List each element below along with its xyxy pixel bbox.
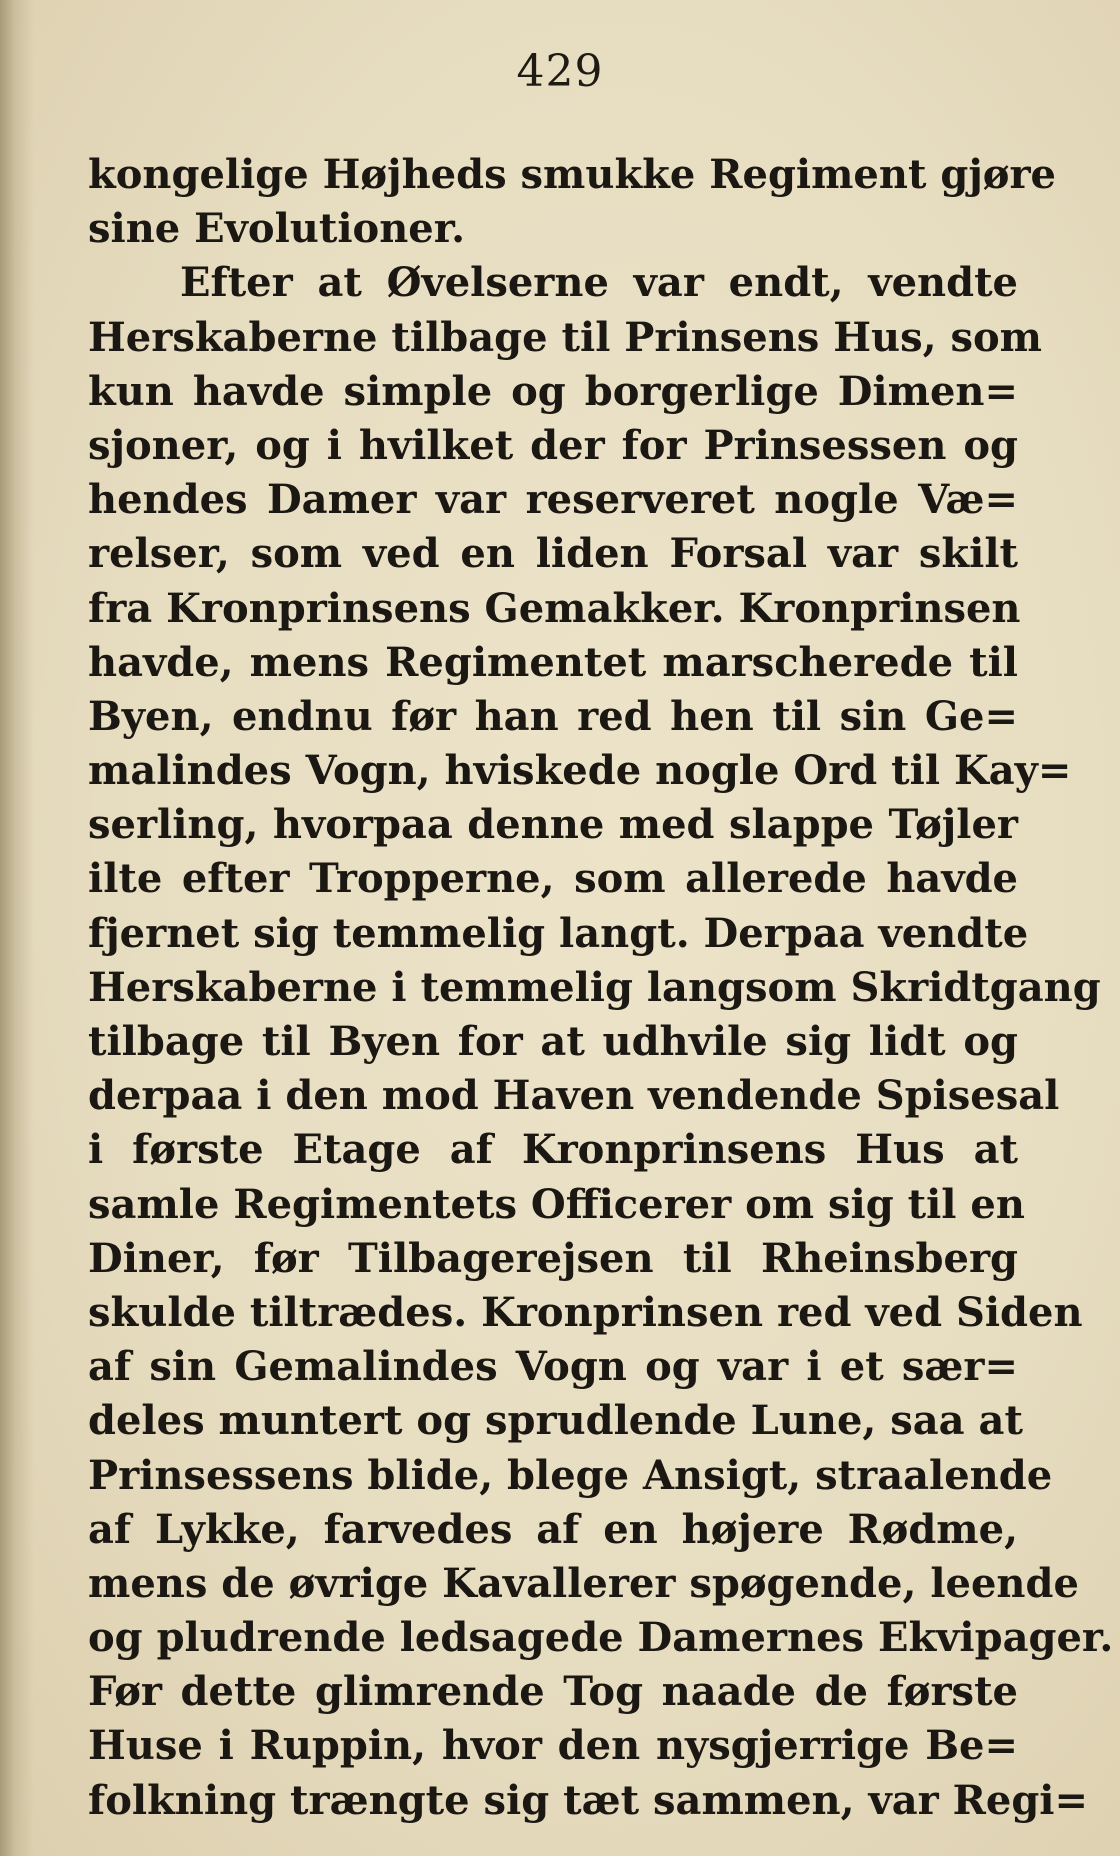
text-line: Prinsessens blide, blege Ansigt, straalende bbox=[88, 1451, 1053, 1499]
text-line: relser, som ved en liden Forsal var skilt bbox=[88, 530, 1018, 578]
text-line: af Lykke, farvedes af en højere Rødme, bbox=[88, 1505, 1018, 1553]
text-line: Efter at Øvelserne var endt, vendte bbox=[180, 259, 1018, 307]
text-line: havde, mens Regimentet marscherede til bbox=[88, 638, 1018, 686]
text-line: samle Regimentets Officerer om sig til en bbox=[88, 1180, 1025, 1228]
text-line: Byen, endnu før han red hen til sin Ge= bbox=[88, 692, 1018, 740]
text-line: sjoner, og i hvilket der for Prinsessen og bbox=[88, 421, 1018, 469]
text-line: mens de øvrige Kavallerer spøgende, leende bbox=[88, 1559, 1079, 1607]
text-line: sine Evolutioner. bbox=[88, 205, 466, 253]
text-line: skulde tiltrædes. Kronprinsen red ved Siden bbox=[88, 1288, 1083, 1336]
text-line: Huse i Ruppin, hvor den nysgjerrige Be= bbox=[88, 1722, 1018, 1770]
text-line: fjernet sig temmelig langt. Derpaa vendte bbox=[88, 909, 1029, 957]
text-line: og pludrende ledsagede Damernes Ekvipager. bbox=[88, 1614, 1114, 1662]
text-line: kongelige Højheds smukke Regiment gjøre bbox=[88, 151, 1057, 198]
text-line: tilbage til Byen for at udhvile sig lidt og bbox=[88, 1018, 1018, 1065]
text-line: deles muntert og sprudlende Lune, saa at bbox=[88, 1397, 1023, 1445]
text-line: derpaa i den mod Haven vendende Spisesal bbox=[88, 1072, 1060, 1120]
text-line: kun havde simple og borgerlige Dimen= bbox=[88, 367, 1018, 415]
text-line: serling, hvorpaa denne med slappe Tøjler bbox=[88, 801, 1018, 849]
text-line: malindes Vogn, hviskede nogle Ord til Kay= bbox=[88, 747, 1072, 795]
text-line: i første Etage af Kronprinsens Hus at bbox=[88, 1126, 1018, 1174]
text-line: hendes Damer var reserveret nogle Væ= bbox=[88, 476, 1018, 524]
text-line: folkning trængte sig tæt sammen, var Regi= bbox=[88, 1776, 1088, 1824]
text-line: Diner, før Tilbagerejsen til Rheinsberg bbox=[88, 1234, 1018, 1282]
text-line: Herskaberne i temmelig langsom Skridtgang bbox=[88, 963, 1101, 1011]
binding-shadow bbox=[0, 0, 34, 1856]
text-line: af sin Gemalindes Vogn og var i et sær= bbox=[88, 1343, 1018, 1391]
text-line: Før dette glimrende Tog naade de første bbox=[88, 1668, 1018, 1716]
text-line: Herskaberne tilbage til Prinsens Hus, som bbox=[88, 313, 1043, 361]
body-text bbox=[88, 148, 1114, 1828]
text-line: ilte efter Tropperne, som allerede havde bbox=[88, 855, 1018, 903]
text-line: fra Kronprinsens Gemakker. Kronprinsen bbox=[88, 584, 1021, 632]
page-number: 429 bbox=[516, 46, 604, 97]
